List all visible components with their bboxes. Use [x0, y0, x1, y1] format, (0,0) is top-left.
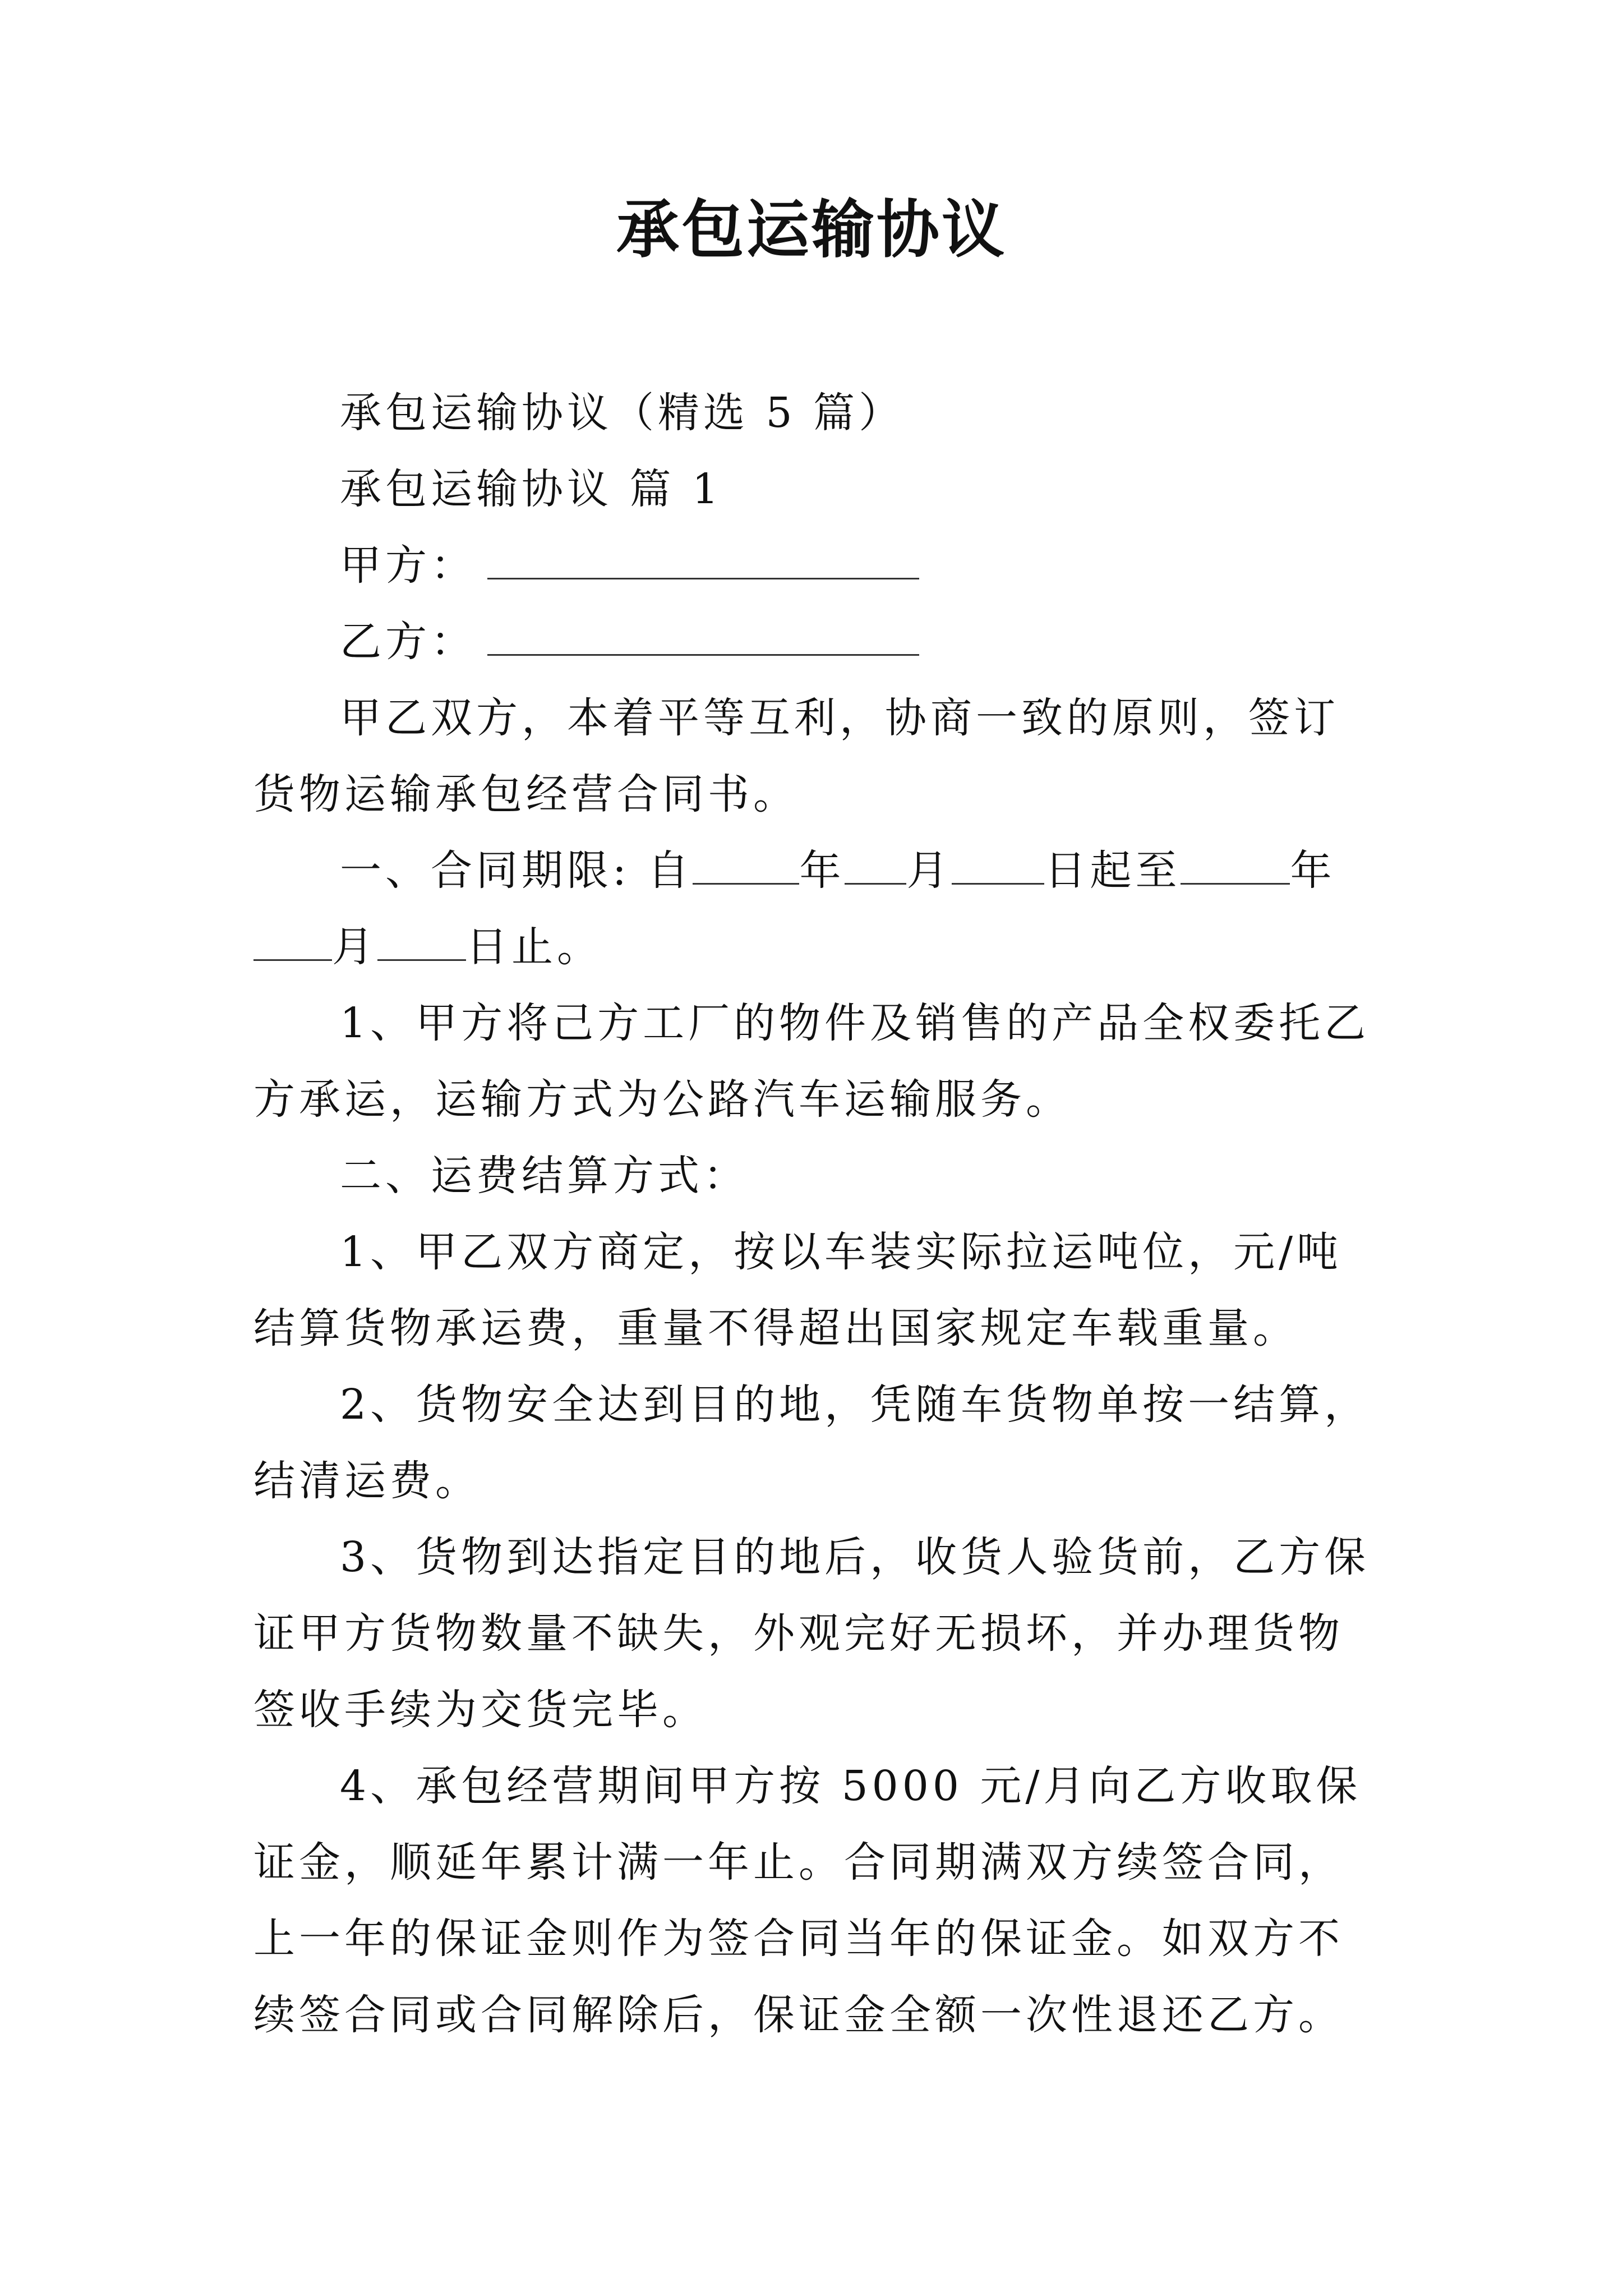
term-month2: 月: [332, 923, 377, 971]
party-b-line: [253, 604, 1381, 680]
party-b-label: 乙方：: [340, 618, 476, 666]
term-day1: 日起至: [1044, 846, 1181, 895]
clause-1-paragraph: 1、甲方将己方工厂的物件及销售的产品全权委托乙方承运，运输方式为公路汽车运输服务。: [253, 999, 1370, 1124]
section-heading: 承包运输协议 篇 1: [340, 465, 723, 513]
payment-3-paragraph: 3、货物到达指定目的地后，收货人验货前，乙方保证甲方货物数量不缺失，外观完好无损坏，并办理货物签收手续为交货完毕。: [253, 1533, 1370, 1734]
term-start-day-blank: [952, 848, 1044, 885]
payment-1-paragraph: 1、甲乙双方商定，按以车装实际拉运吨位，元/吨结算货物承运费，重量不得超出国家规定车载重量。: [253, 1228, 1343, 1352]
document-title: 承包运输协议: [616, 193, 1007, 266]
document-body: [253, 375, 1381, 2053]
term-end-month-blank: [253, 924, 332, 961]
party-a-label: 甲方：: [340, 541, 476, 590]
party-a-blank: [487, 543, 919, 579]
section-2-heading: 二、运费结算方式：: [340, 1152, 749, 1200]
document-subtitle: 承包运输协议（精选 5 篇）: [340, 389, 905, 437]
party-a-line: [253, 527, 1381, 604]
term-start-year-blank: [693, 848, 799, 885]
term-end-year-blank: [1181, 848, 1290, 885]
term-start-month-blank: [845, 848, 906, 885]
intro-paragraph: 甲乙双方，本着平等互利，协商一致的原则，签订货物运输承包经营合同书。: [253, 694, 1339, 818]
term-prefix: 一、合同期限: 自: [340, 846, 693, 895]
term-month1: 月: [906, 846, 952, 895]
term-year2: 年: [1290, 846, 1336, 895]
term-year1: 年: [799, 846, 845, 895]
term-paragraph: [253, 832, 1381, 985]
payment-2-paragraph: 2、货物安全达到目的地，凭随车货物单按一结算，结清运费。: [253, 1381, 1370, 1505]
term-end: 日止。: [466, 923, 602, 971]
party-b-blank: [487, 619, 919, 656]
payment-4-paragraph: 4、承包经营期间甲方按 5000 元/月向乙方收取保证金，顺延年累计满一年止。合同期满双方续签合同，上一年的保证金则作为签合同当年的保证金。如双方不续签合同或合同解除后，保证金全额一次性退还乙方。: [253, 1762, 1362, 2039]
term-end-day-blank: [377, 924, 466, 961]
